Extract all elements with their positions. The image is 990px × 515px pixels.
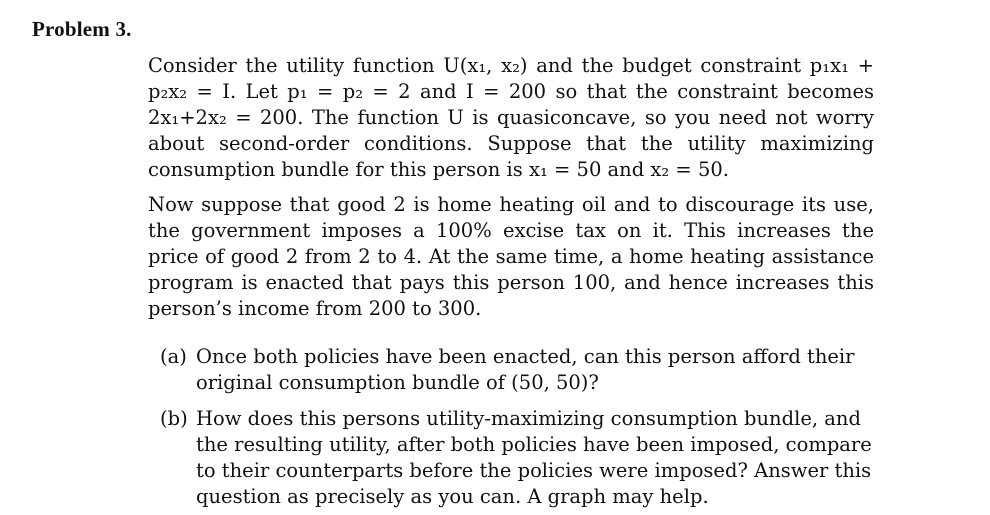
- part-a-text: Once both policies have been enacted, can this person afford their original consumption bundle of (50, 50)?: [196, 345, 855, 394]
- part-b-text: How does this persons utility-maximizing consumption bundle, and the resulting utility, after both policies have been imposed, compare to their counterparts before the policies were imposed? Answer this question as precisely as you can. A graph may help.: [196, 407, 872, 508]
- part-a-label: (a): [160, 345, 187, 368]
- part-b-label: (b): [160, 407, 188, 430]
- question-part-b: [160, 406, 874, 510]
- problem-heading: Problem 3.: [32, 17, 132, 41]
- problem-intro-paragraph: Consider the utility function U(x₁, x₂) and the budget constraint p₁x₁ + p₂x₂ = I. Let p₁ = p₂ = 2 and I = 200 so that the constraint becomes 2x₁+2x₂ = 200. The function U is quasiconcave, so you need not worry about second-order conditions. Suppose that the utility maximizing consumption bundle for this person is x₁ = 50 and x₂ = 50.: [148, 54, 874, 181]
- question-part-a: [160, 344, 874, 396]
- policy-change-paragraph: Now suppose that good 2 is home heating oil and to discourage its use, the government imposes a 100% excise tax on it. This increases the price of good 2 from 2 to 4. At the same time, a home heating assistance program is enacted that pays this person 100, and hence increases this person’s income from 200 to 300.: [148, 193, 874, 320]
- question-parts-list: [160, 344, 874, 510]
